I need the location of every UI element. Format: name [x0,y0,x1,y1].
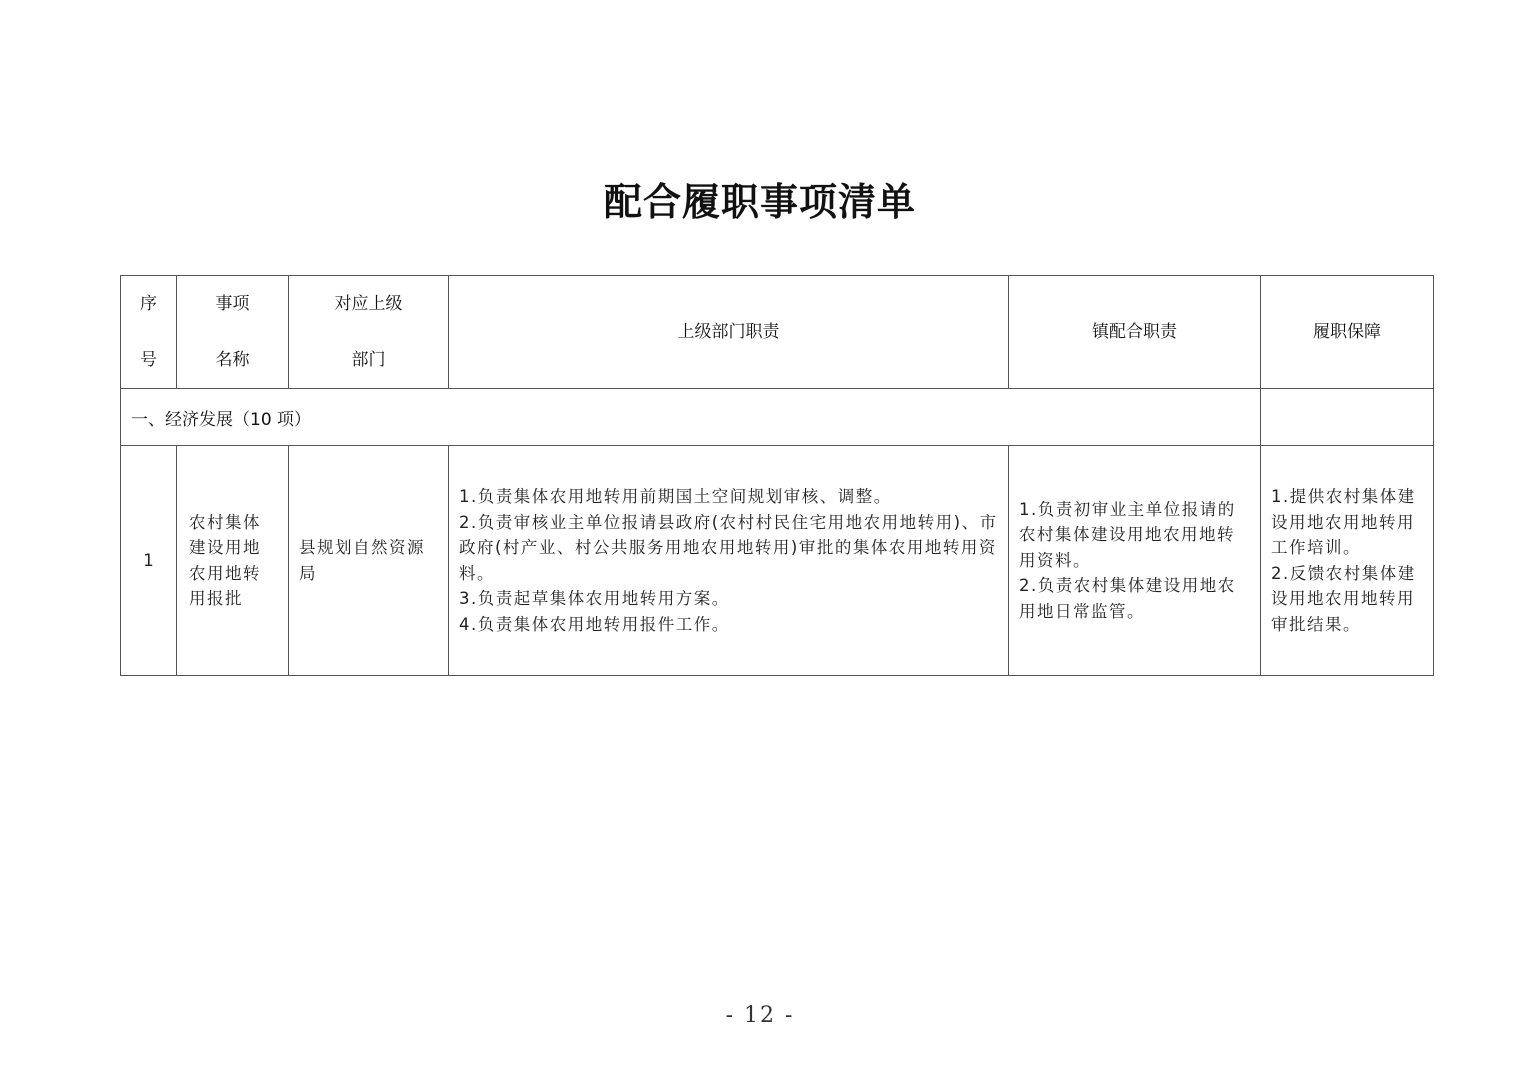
header-town-duty: 镇配合职责 [1009,276,1261,389]
row-superior-duties [449,446,1009,676]
table-row [121,446,1434,676]
header-item-name: 事项 名称 [177,276,289,389]
section-title: 一、经济发展（10 项） [121,389,1261,446]
superior-duty-item: 3.负责起草集体农用地转用方案。 [459,589,730,608]
row-item-name: 农村集体建设用地农用地转用报批 [177,446,289,676]
document-title: 配合履职事项清单 [603,179,916,224]
duty-table [120,275,1434,676]
guarantee-item: 1.提供农村集体建设用地农用地转用工作培训。 [1271,487,1416,557]
section-empty-cell [1261,389,1434,446]
town-duty-item: 1.负责初审业主单位报请的农村集体建设用地农用地转用资料。 [1019,499,1236,570]
row-seq: 1 [121,446,177,676]
row-guarantees [1261,446,1434,676]
header-superior-dept: 对应上级 部门 [289,276,449,389]
superior-duty-item: 4.负责集体农用地转用报件工作。 [459,614,730,634]
section-row [121,389,1434,446]
page-number: - 12 - [725,1003,795,1028]
town-duty-item: 2.负责农村集体建设用地农用地日常监管。 [1019,576,1236,621]
superior-duty-item: 1.负责集体农用地转用前期国土空间规划审核、调整。 [459,487,892,506]
table-header-row [121,276,1434,389]
header-guarantee: 履职保障 [1261,276,1434,389]
guarantee-item: 2.反馈农村集体建设用地农用地转用审批结果。 [1271,563,1416,634]
header-superior-duty: 上级部门职责 [449,276,1009,389]
header-seq: 序 号 [121,276,177,389]
row-dept: 县规划自然资源局 [289,446,449,676]
row-town-duties [1009,446,1261,676]
superior-duty-item: 2.负责审核业主单位报请县政府(农村村民住宅用地农用地转用)、市政府(村产业、村公共服务用地农用地转用)审批的集体农用地转用资料。 [459,512,998,583]
